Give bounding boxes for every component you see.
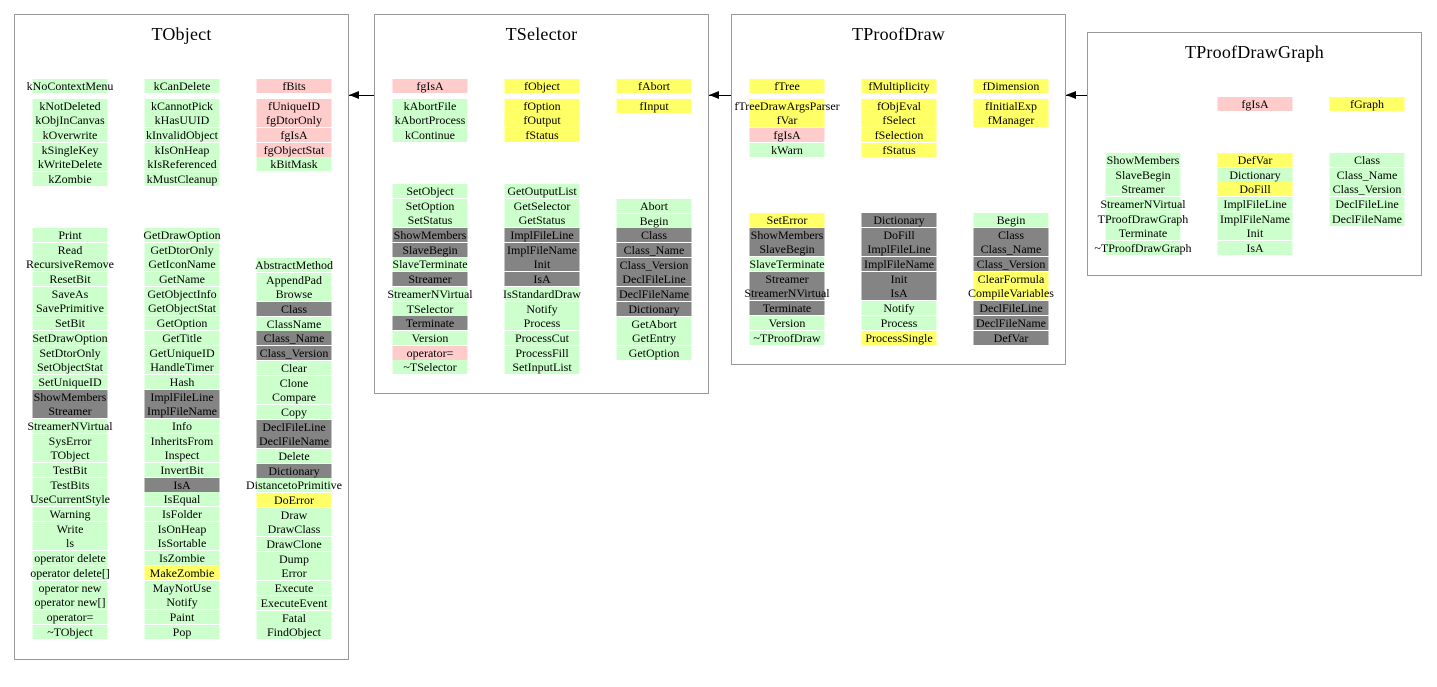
member-item-label: ResetBit [49,272,91,287]
member-item-label: fTreeDrawArgsParser [734,98,840,113]
member-item-label: kIsOnHeap [154,142,210,157]
member-item-label: fOutput [523,113,561,128]
member-item-label: IsEqual [163,492,201,507]
member-item-label: DeclFileName [619,287,689,302]
member-item[interactable] [102,172,262,186]
member-item-label: Pop [172,624,192,639]
member-item-label: DeclFileLine [979,301,1043,316]
member-item-label: Dump [279,551,309,566]
member-item-label: IsZombie [159,551,205,566]
member-item-label: fgIsA [1241,97,1269,111]
member-item-label: TProofDrawGraph [1097,211,1189,226]
member-item-label: UseCurrentStyle [30,492,110,507]
member-item-label: Print [58,228,82,242]
member-item-label: SysError [48,433,92,448]
member-item-label: ProcessFill [515,345,569,360]
member-item-label: GetTitle [162,330,202,345]
member-item-label: SlaveBegin [1115,167,1171,182]
member-item[interactable] [462,184,622,198]
member-item-label: fMultiplicity [868,79,930,93]
member-item-label: MayNotUse [152,580,212,595]
member-item-label: fAbort [638,79,670,93]
class-title-tproofdraw[interactable]: TProofDraw [852,24,945,44]
member-item-label: fTree [774,79,800,93]
member-item-label: IsA [890,286,908,301]
member-item-label: SlaveBegin [759,242,815,257]
member-item-label: ImplFileLine [150,389,214,404]
class-box-tproofdraw [731,14,1066,365]
member-item-label: Process [880,315,918,330]
member-item-label: kContinue [405,128,455,143]
member-item-label: ~TObject [47,624,93,639]
member-item-label: Streamer [408,272,452,287]
member-item-label: GetOption [628,345,680,360]
member-item-label: operator new [38,580,102,595]
member-item-label: StreamerNVirtual [387,286,473,301]
member-item[interactable] [931,331,1091,345]
class-box-tproofdrawgraph [1087,32,1422,276]
member-item-label: kHasUUID [154,113,210,128]
member-item-label: IsA [1246,241,1264,256]
member-item-label: Class_Name [1336,167,1398,182]
member-item-label: operator= [46,609,94,624]
member-item-label: Copy [280,404,307,419]
fields-column-3 [1287,97,1437,117]
member-item-label: Delete [278,448,310,463]
member-item[interactable] [931,272,1091,286]
member-item-label: Class_Name [263,331,325,346]
member-item-label: Abort [640,199,668,213]
member-item[interactable] [1287,168,1437,182]
member-item-label: TObject [50,448,90,463]
member-item-label: ~TSelector [403,360,457,375]
member-item[interactable] [214,566,374,580]
member-item-label: Class_Name [623,243,685,258]
member-item-label: StreamerNVirtual [27,418,113,433]
member-item[interactable] [214,157,374,171]
member-item[interactable] [931,257,1091,271]
member-item[interactable] [214,625,374,639]
member-item[interactable] [102,243,262,257]
member-item-label: Class [1353,153,1380,167]
member-item-label: operator new[] [34,595,106,610]
member-item-label: Class [997,227,1024,242]
member-item-label: Dictionary [268,463,320,478]
member-item-label: SetBit [54,316,85,331]
member-item-label: ImplFileName [147,404,217,419]
member-item[interactable] [931,301,1091,315]
member-item-label: Warning [49,507,91,522]
member-item[interactable] [214,522,374,536]
member-item-label: Class_Version [976,257,1046,272]
member-item-label: fOption [523,98,561,113]
member-item[interactable] [931,99,1091,113]
member-item-label: GetIconName [148,257,216,272]
class-box-tselector [374,14,709,394]
member-item-label: Notify [883,301,915,316]
member-item[interactable] [214,508,374,522]
member-item-label: CompileVariables [968,286,1054,301]
member-item-label: ImplFileLine [510,228,574,243]
member-item[interactable] [1287,182,1437,196]
member-item-label: Begin [639,213,669,228]
member-item-label: Dictionary [873,213,925,227]
member-item-label: ls [65,536,74,551]
member-item-label: kOverwrite [42,128,98,143]
member-item[interactable] [1175,226,1335,240]
member-item-label: fgObjectStat [263,142,325,157]
member-item[interactable] [1287,153,1437,167]
member-item-label: kAbortFile [403,98,457,113]
member-item-label: DeclFileName [259,434,329,449]
member-item[interactable] [214,596,374,610]
member-item-label: DeclFileLine [262,419,326,434]
member-item-label: InheritsFrom [150,433,214,448]
member-item[interactable] [214,537,374,551]
member-item-label: DoError [274,493,314,507]
member-item[interactable] [1175,241,1335,255]
fields-column-3 [931,79,1091,128]
member-item-label: fgIsA [280,128,308,143]
member-item-label: fgIsA [773,128,801,143]
member-item-label: SetError [766,213,808,227]
member-item-label: RecursiveRemove [26,257,114,272]
member-item[interactable] [214,434,374,448]
member-item-label: fInitialExp [985,98,1037,113]
member-item[interactable] [214,390,374,404]
member-item-label: Init [890,271,908,286]
member-item[interactable] [214,611,374,625]
member-item-label: ExecuteEvent [260,595,328,610]
member-item-label: fObjEval [877,98,921,113]
member-item-label: Begin [996,213,1026,227]
member-item-label: AppendPad [266,272,322,287]
member-item-label: Compare [272,390,316,405]
member-item-label: fObject [524,79,560,93]
member-item-label: Terminate [405,316,455,331]
member-item-label: Clear [281,360,307,375]
member-item[interactable] [214,478,374,492]
member-item-label: kBitMask [270,157,318,172]
member-item-label: GetAbort [631,316,677,331]
member-item-label: ClearFormula [977,271,1045,286]
member-item[interactable] [574,199,734,213]
member-item-label: HandleTimer [150,360,214,375]
member-item-label: IsFolder [162,507,202,522]
member-item[interactable] [214,581,374,595]
member-item-label: Class_Version [619,257,689,272]
member-item[interactable] [214,143,374,157]
member-item-label: SetInputList [512,360,572,375]
member-item-label: ShowMembers [33,389,107,404]
member-item-label: fUniqueID [268,98,320,113]
member-item-label: Class_Version [259,346,329,361]
member-item-label: GetDtorOnly [150,242,214,257]
member-item-label: Notify [166,595,198,610]
member-item-label: ImplFileName [507,242,577,257]
member-item-label: kCanDelete [153,79,211,93]
member-item[interactable] [931,286,1091,300]
member-item-label: fStatus [882,142,916,157]
member-item-label: ClassName [266,316,322,331]
member-item-label: MakeZombie [149,565,215,580]
member-item-label: ~TProofDrawGraph [1094,241,1192,256]
member-item-label: AbstractMethod [255,258,333,272]
member-item-label: ImplFileLine [867,242,931,257]
member-item-label: GetObjectStat [148,301,216,316]
member-item-label: Class_Version [1332,182,1402,197]
member-item-label: ImplFileName [864,257,934,272]
member-item[interactable] [214,376,374,390]
member-item-label: ShowMembers [393,228,467,243]
member-item-label: Terminate [762,301,812,316]
member-item-label: operator delete[] [30,565,110,580]
member-item-label: SavePrimitive [36,301,104,316]
member-item[interactable] [574,346,734,360]
member-item[interactable] [214,464,374,478]
member-item-label: GetObjectInfo [147,286,217,301]
member-item-label: fVar [776,113,798,128]
member-item-label: ProcessCut [515,330,569,345]
member-item-label: SetOption [405,198,455,213]
member-item-label: Fatal [282,610,306,625]
member-item-label: Class [640,228,667,243]
member-item-label: Execute [274,581,314,596]
class-title-tobject[interactable]: TObject [151,24,212,44]
member-item-label: Hash [169,374,195,389]
member-item-label: kSingleKey [41,142,99,157]
member-item-label: kObjInCanvas [35,113,105,128]
member-item-label: fgDtorOnly [266,113,322,128]
member-item-label: DeclFileName [1332,211,1402,226]
class-title-tproofdrawgraph[interactable]: TProofDrawGraph [1185,42,1324,62]
class-box-tobject [14,14,349,660]
member-item-label: fDimension [982,79,1040,93]
member-item-label: TestBit [52,463,88,477]
member-item-label: SetObject [406,184,454,198]
member-item[interactable] [1287,197,1437,211]
member-item[interactable] [819,128,979,142]
member-item-label: SaveAs [51,286,89,301]
member-item-label: kNoContextMenu [26,79,114,93]
member-item[interactable] [214,552,374,566]
member-item[interactable] [462,128,622,142]
member-item-label: fInput [639,98,669,113]
member-item-label: ShowMembers [750,227,824,242]
member-item-label: Read [57,242,83,257]
member-item-label: Streamer [765,271,809,286]
class-title-tselector[interactable]: TSelector [505,24,578,44]
member-item-label: SetStatus [407,213,453,228]
member-item-label: kZombie [48,172,92,187]
member-item-label: Error [281,566,307,581]
member-item-label: Clone [279,375,309,390]
member-item[interactable] [102,228,262,242]
member-item-label: fBits [282,79,306,93]
member-item[interactable] [214,420,374,434]
member-item-label: Paint [169,609,195,624]
member-item[interactable] [931,79,1091,93]
member-item-label: kAbortProcess [394,113,466,128]
member-item-label: kMustCleanup [146,172,218,187]
member-item-label: fSelect [882,113,916,128]
member-item-label: SetObjectStat [37,360,103,375]
member-item-label: ShowMembers [1106,153,1180,167]
member-item-label: fSelection [874,128,924,143]
member-item-label: Inspect [164,448,200,463]
member-item-label: fGraph [1350,97,1384,111]
member-item[interactable] [462,360,622,374]
member-item-label: SetDtorOnly [39,345,101,360]
member-item-label: StreamerNVirtual [1100,197,1186,212]
member-item-label: DrawClone [266,537,322,552]
member-item-label: SlaveTerminate [392,257,468,272]
member-item-label: DefVar [1237,153,1273,167]
member-item-label: Version [768,315,806,330]
member-item-label: Dictionary [1229,167,1281,182]
member-item-label: Class [280,302,307,317]
member-item-label: kInvalidObject [146,128,218,143]
member-item[interactable] [1287,97,1437,111]
member-item-label: GetEntry [632,331,676,346]
member-item-label: SlaveTerminate [749,257,825,272]
member-item-label: DoFill [883,227,915,242]
member-item-label: GetDrawOption [143,228,221,242]
member-item-label: IsA [533,272,551,287]
member-item-label: Class_Name [980,242,1042,257]
member-item-label: FindObject [267,625,321,640]
member-item[interactable] [819,143,979,157]
member-item-label: GetUniqueID [149,345,215,360]
member-item-label: kIsReferenced [147,157,217,172]
member-item-label: fManager [987,113,1035,128]
member-item-label: DeclFileLine [1335,197,1399,212]
member-item-label: InvertBit [160,463,204,477]
member-item-label: operator= [406,345,454,360]
member-item-label: ~TProofDraw [753,330,821,345]
member-item-label: Info [172,418,192,433]
member-item-label: Dictionary [628,301,680,316]
member-item[interactable] [1287,212,1437,226]
member-item[interactable] [931,113,1091,127]
member-item-label: TestBits [50,477,90,492]
member-item-label: operator delete [34,551,106,566]
member-item-label: Draw [280,507,308,522]
member-item-label: GetName [159,272,205,287]
member-item-label: GetOutputList [507,184,577,198]
member-item[interactable] [214,405,374,419]
member-item[interactable] [214,449,374,463]
member-item[interactable] [214,493,374,507]
member-item-label: ProcessSingle [865,330,933,345]
member-item-label: DoFill [1239,182,1271,197]
member-item-label: Notify [526,301,558,316]
member-item-label: Init [1246,226,1264,241]
member-item-label: IsOnHeap [157,521,207,536]
member-item-label: fgIsA [416,79,444,93]
member-item-label: Streamer [1121,182,1165,197]
member-item-label: SlaveBegin [402,242,458,257]
member-item-label: DeclFileLine [622,272,686,287]
member-item-label: SetDrawOption [32,330,108,345]
member-item-label: GetSelector [513,198,571,213]
member-item-label: Terminate [1118,226,1168,241]
member-item-label: DeclFileName [976,315,1046,330]
member-item-label: Version [411,330,449,345]
member-item[interactable] [931,316,1091,330]
member-item-label: TSelector [406,301,454,316]
member-item-label: IsA [173,477,191,492]
member-item-label: Init [533,257,551,272]
member-item-label: Streamer [48,404,92,419]
member-item-label: kNotDeleted [39,98,101,113]
member-item-label: kWriteDelete [37,157,103,172]
member-item-label: Process [523,316,561,331]
member-item-label: kWarn [771,142,803,157]
member-item[interactable] [462,113,622,127]
member-item-label: Browse [275,287,313,302]
member-item-label: IsStandardDraw [503,286,581,301]
member-item-label: GetOption [156,316,208,331]
member-item-label: DistancetoPrimitive [246,478,342,493]
member-item-label: DrawClass [267,522,321,537]
member-item-label: fStatus [525,128,559,143]
member-item-label: SetUniqueID [38,374,102,389]
member-item-label: ImplFileLine [1223,197,1287,212]
member-item-label: IsSortable [157,536,207,551]
member-item-label: DefVar [993,330,1029,345]
member-item-label: kCannotPick [151,98,213,113]
member-item-label: GetStatus [518,213,566,228]
member-item-label: StreamerNVirtual [744,286,830,301]
methods-column-3 [1287,153,1437,226]
member-item-label: Write [56,521,84,536]
member-item-label: ImplFileName [1220,211,1290,226]
